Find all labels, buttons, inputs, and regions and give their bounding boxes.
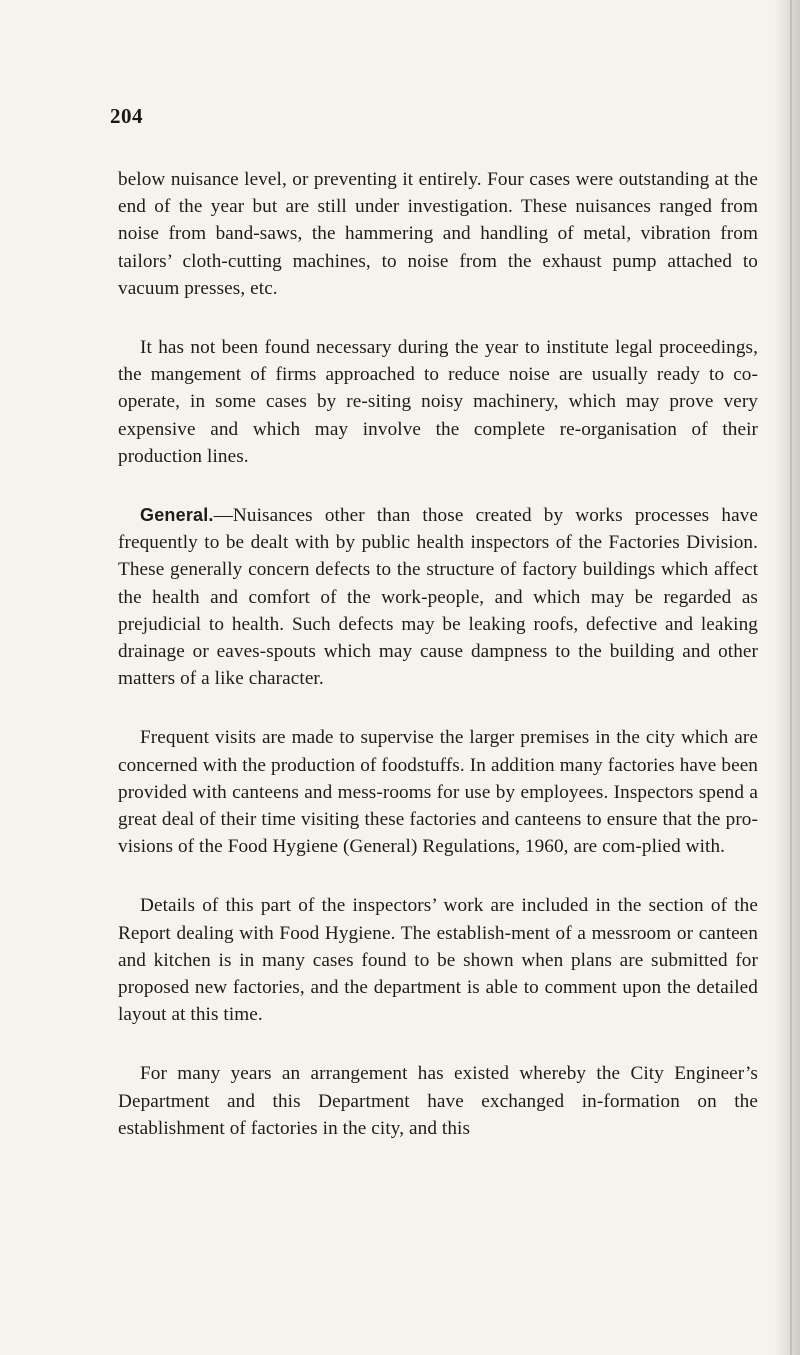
paragraph-general <box>118 502 758 692</box>
general-text: —Nuisances other than those created by works processes have frequently to be dealt with by public health inspectors of the Factories Division. These generally concern defects to the structure of factory buildings which affect the health and comfort of the work-people, and which may be regarded as prejudicial to health. Such defects may be leaking roofs, defective and leaking drainage or eaves-spouts which may cause dampness to the building and other matters of a like character. <box>118 505 758 690</box>
paragraph-noise-cases: below nuisance level, or preventing it entirely. Four cases were outstanding at the end of the year but are still under investigation. These nuisances ranged from noise from band-saws, the hammering and handling of metal, vibration from tailors’ cloth-cutting machines, to noise from the exhaust pump attached to vacuum presses, etc. <box>118 169 758 299</box>
page-edge-line <box>790 0 792 1355</box>
page-edge-shadow <box>774 0 800 1355</box>
page-number: 204 <box>110 104 143 128</box>
paragraph-food-hygiene-details: Details of this part of the inspectors’ work are included in the section of the Report dealing with Food Hygiene. The establish-ment of a messroom or canteen and kitchen is in many cases found to be shown when plans are submitted for proposed new factories, and the department is able to comment upon the detailed layout at this time. <box>118 895 758 1026</box>
paragraph-food-premises: Frequent visits are made to supervise the larger premises in the city which are concerned with the production of foodstuffs. In addition many factories have been provided with canteens and mess-rooms for use by employees. Inspectors spend a great deal of their time visiting these factories and canteens to ensure that the pro-visions of the Food Hygiene (General) Regulations, 1960, are com-plied with. <box>118 727 758 858</box>
body-text <box>118 166 758 1174</box>
general-heading: General. <box>140 505 214 526</box>
paragraph-legal-proceedings: It has not been found necessary during the year to institute legal proceedings, the mangement of firms approached to reduce noise are usually ready to co-operate, in some cases by re-siting noisy machinery, which may prove very expensive and which may involve the complete re-organisation of their production lines. <box>118 337 758 467</box>
paragraph-city-engineer: For many years an arrangement has existed whereby the City Engineer’s Department and this Department have exchanged in-formation on the establishment of factories in the city, and this <box>118 1063 758 1139</box>
